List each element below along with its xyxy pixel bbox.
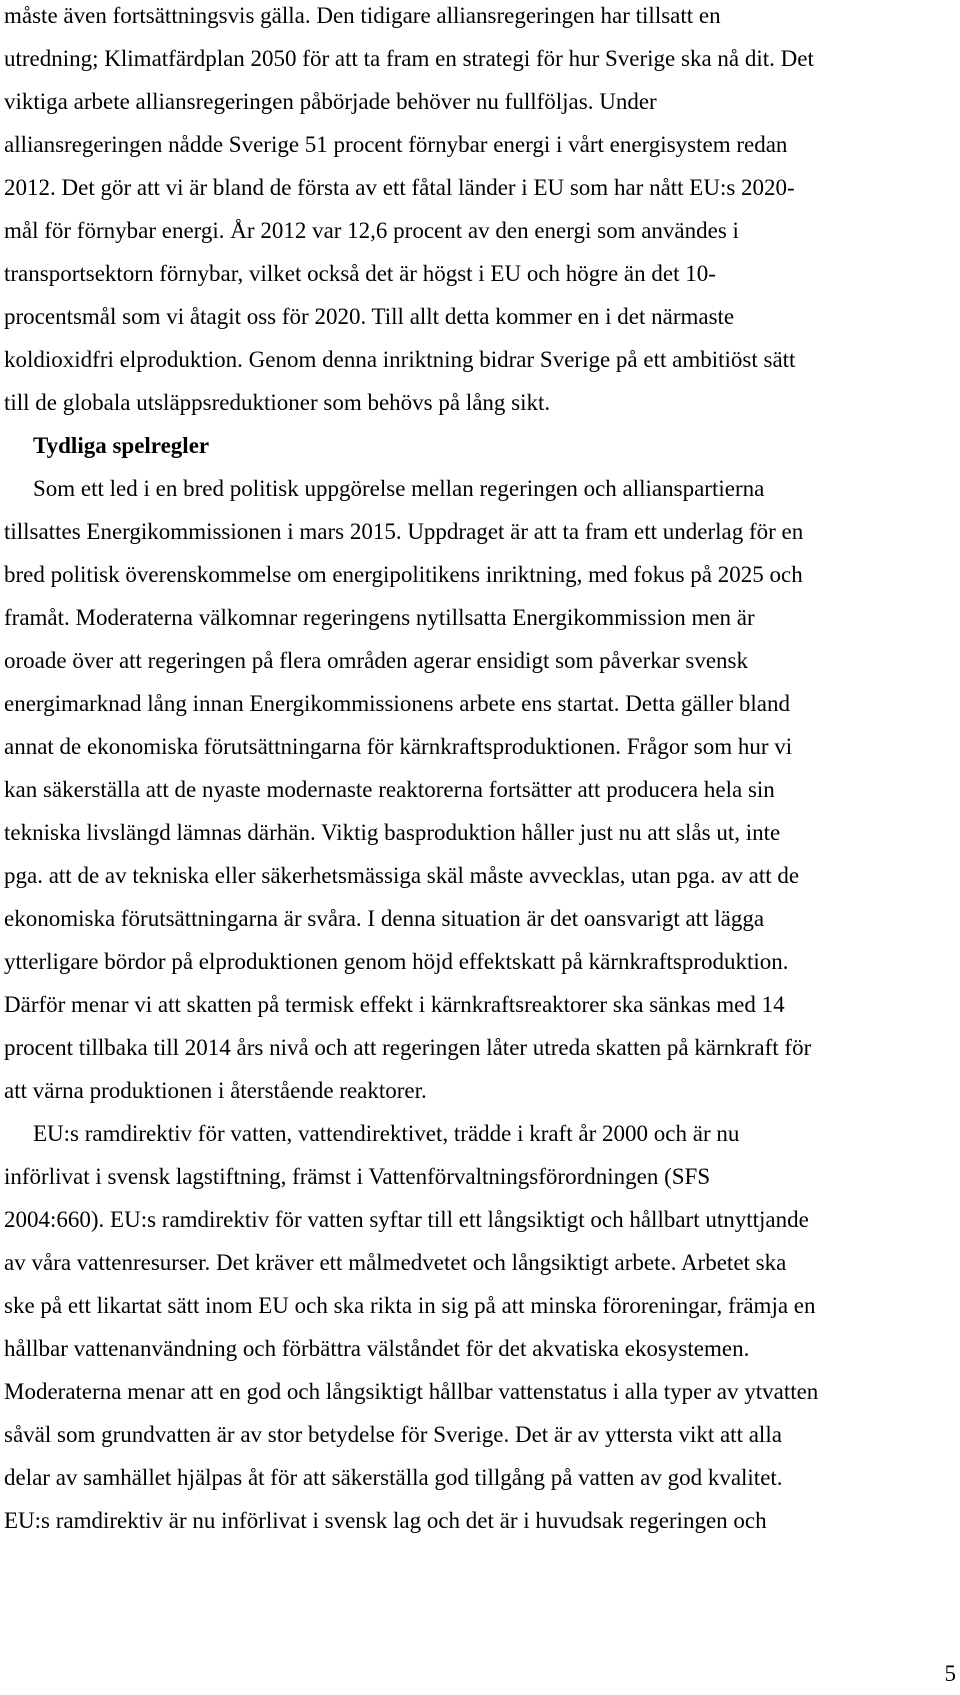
text-line: Därför menar vi att skatten på termisk effekt i kärnkraftsreaktorer ska sänkas med 14 xyxy=(4,992,785,1017)
text-line: tekniska livslängd lämnas därhän. Viktig basproduktion håller just nu att slås ut, inte xyxy=(4,820,781,845)
text-line: att värna produktionen i återstående reaktorer. xyxy=(4,1078,427,1103)
text-line: 2012. Det gör att vi är bland de första av ett fåtal länder i EU som har nått EU:s 2020- xyxy=(4,175,795,200)
text-line: bred politisk överenskommelse om energipolitikens inriktning, med fokus på 2025 och xyxy=(4,562,803,587)
text-line: EU:s ramdirektiv är nu införlivat i svensk lag och det är i huvudsak regeringen och xyxy=(4,1508,767,1533)
text-line: oroade över att regeringen på flera områden agerar ensidigt som påverkar svensk xyxy=(4,648,748,673)
text-line: hållbar vattenanvändning och förbättra välståndet för det akvatiska ekosystemen. xyxy=(4,1336,750,1361)
text-line: 2004:660). EU:s ramdirektiv för vatten syftar till ett långsiktigt och hållbart utnyttjande xyxy=(4,1207,809,1232)
text-line: framåt. Moderaterna välkomnar regeringens nytillsatta Energikommission men är xyxy=(4,605,755,630)
text-line: såväl som grundvatten är av stor betydelse för Sverige. Det är av yttersta vikt att alla xyxy=(4,1422,782,1447)
section-heading: Tydliga spelregler xyxy=(33,433,210,458)
text-line: ske på ett likartat sätt inom EU och ska rikta in sig på att minska föroreningar, främja en xyxy=(4,1293,816,1318)
page-number: 5 xyxy=(944,1661,956,1686)
text-line: transportsektorn förnybar, vilket också det är högst i EU och högre än det 10- xyxy=(4,261,716,286)
text-line: Som ett led i en bred politisk uppgörelse mellan regeringen och allianspartierna xyxy=(33,476,765,501)
text-line: utredning; Klimatfärdplan 2050 för att ta fram en strategi för hur Sverige ska nå dit. Det xyxy=(4,46,814,71)
text-line: delar av samhället hjälpas åt för att säkerställa god tillgång på vatten av god kvalitet. xyxy=(4,1465,783,1490)
text-line: Moderaterna menar att en god och långsiktigt hållbar vattenstatus i alla typer av ytvatten xyxy=(4,1379,819,1404)
text-line: koldioxidfri elproduktion. Genom denna inriktning bidrar Sverige på ett ambitiöst sätt xyxy=(4,347,796,372)
text-line: viktiga arbete alliansregeringen påbörjade behöver nu fullföljas. Under xyxy=(4,89,657,114)
text-line: ekonomiska förutsättningarna är svåra. I denna situation är det oansvarigt att lägga xyxy=(4,906,765,931)
text-line: mål för förnybar energi. År 2012 var 12,6 procent av den energi som användes i xyxy=(4,218,739,243)
text-line: alliansregeringen nådde Sverige 51 procent förnybar energi i vårt energisystem redan xyxy=(4,132,788,157)
text-line: måste även fortsättningsvis gälla. Den tidigare alliansregeringen har tillsatt en xyxy=(4,3,721,28)
text-line: energimarknad lång innan Energikommissionens arbete ens startat. Detta gäller bland xyxy=(4,691,791,716)
text-line: EU:s ramdirektiv för vatten, vattendirektivet, trädde i kraft år 2000 och är nu xyxy=(33,1121,740,1146)
text-line: tillsattes Energikommissionen i mars 2015. Uppdraget är att ta fram ett underlag för en xyxy=(4,519,804,544)
text-line: procent tillbaka till 2014 års nivå och att regeringen låter utreda skatten på kärnkraft för xyxy=(4,1035,812,1060)
text-line: införlivat i svensk lagstiftning, främst i Vattenförvaltningsförordningen (SFS xyxy=(4,1164,711,1189)
text-line: ytterligare bördor på elproduktionen genom höjd effektskatt på kärnkraftsproduktion. xyxy=(4,949,789,974)
text-line: kan säkerställa att de nyaste modernaste reaktorerna fortsätter att producera hela sin xyxy=(4,777,775,802)
text-line: pga. att de av tekniska eller säkerhetsmässiga skäl måste avvecklas, utan pga. av att de xyxy=(4,863,800,888)
text-line: av våra vattenresurser. Det kräver ett målmedvetet och långsiktigt arbete. Arbetet ska xyxy=(4,1250,787,1275)
text-line: till de globala utsläppsreduktioner som behövs på lång sikt. xyxy=(4,390,551,415)
text-line: procentsmål som vi åtagit oss för 2020. Till allt detta kommer en i det närmaste xyxy=(4,304,735,329)
text-line: annat de ekonomiska förutsättningarna för kärnkraftsproduktionen. Frågor som hur vi xyxy=(4,734,793,759)
